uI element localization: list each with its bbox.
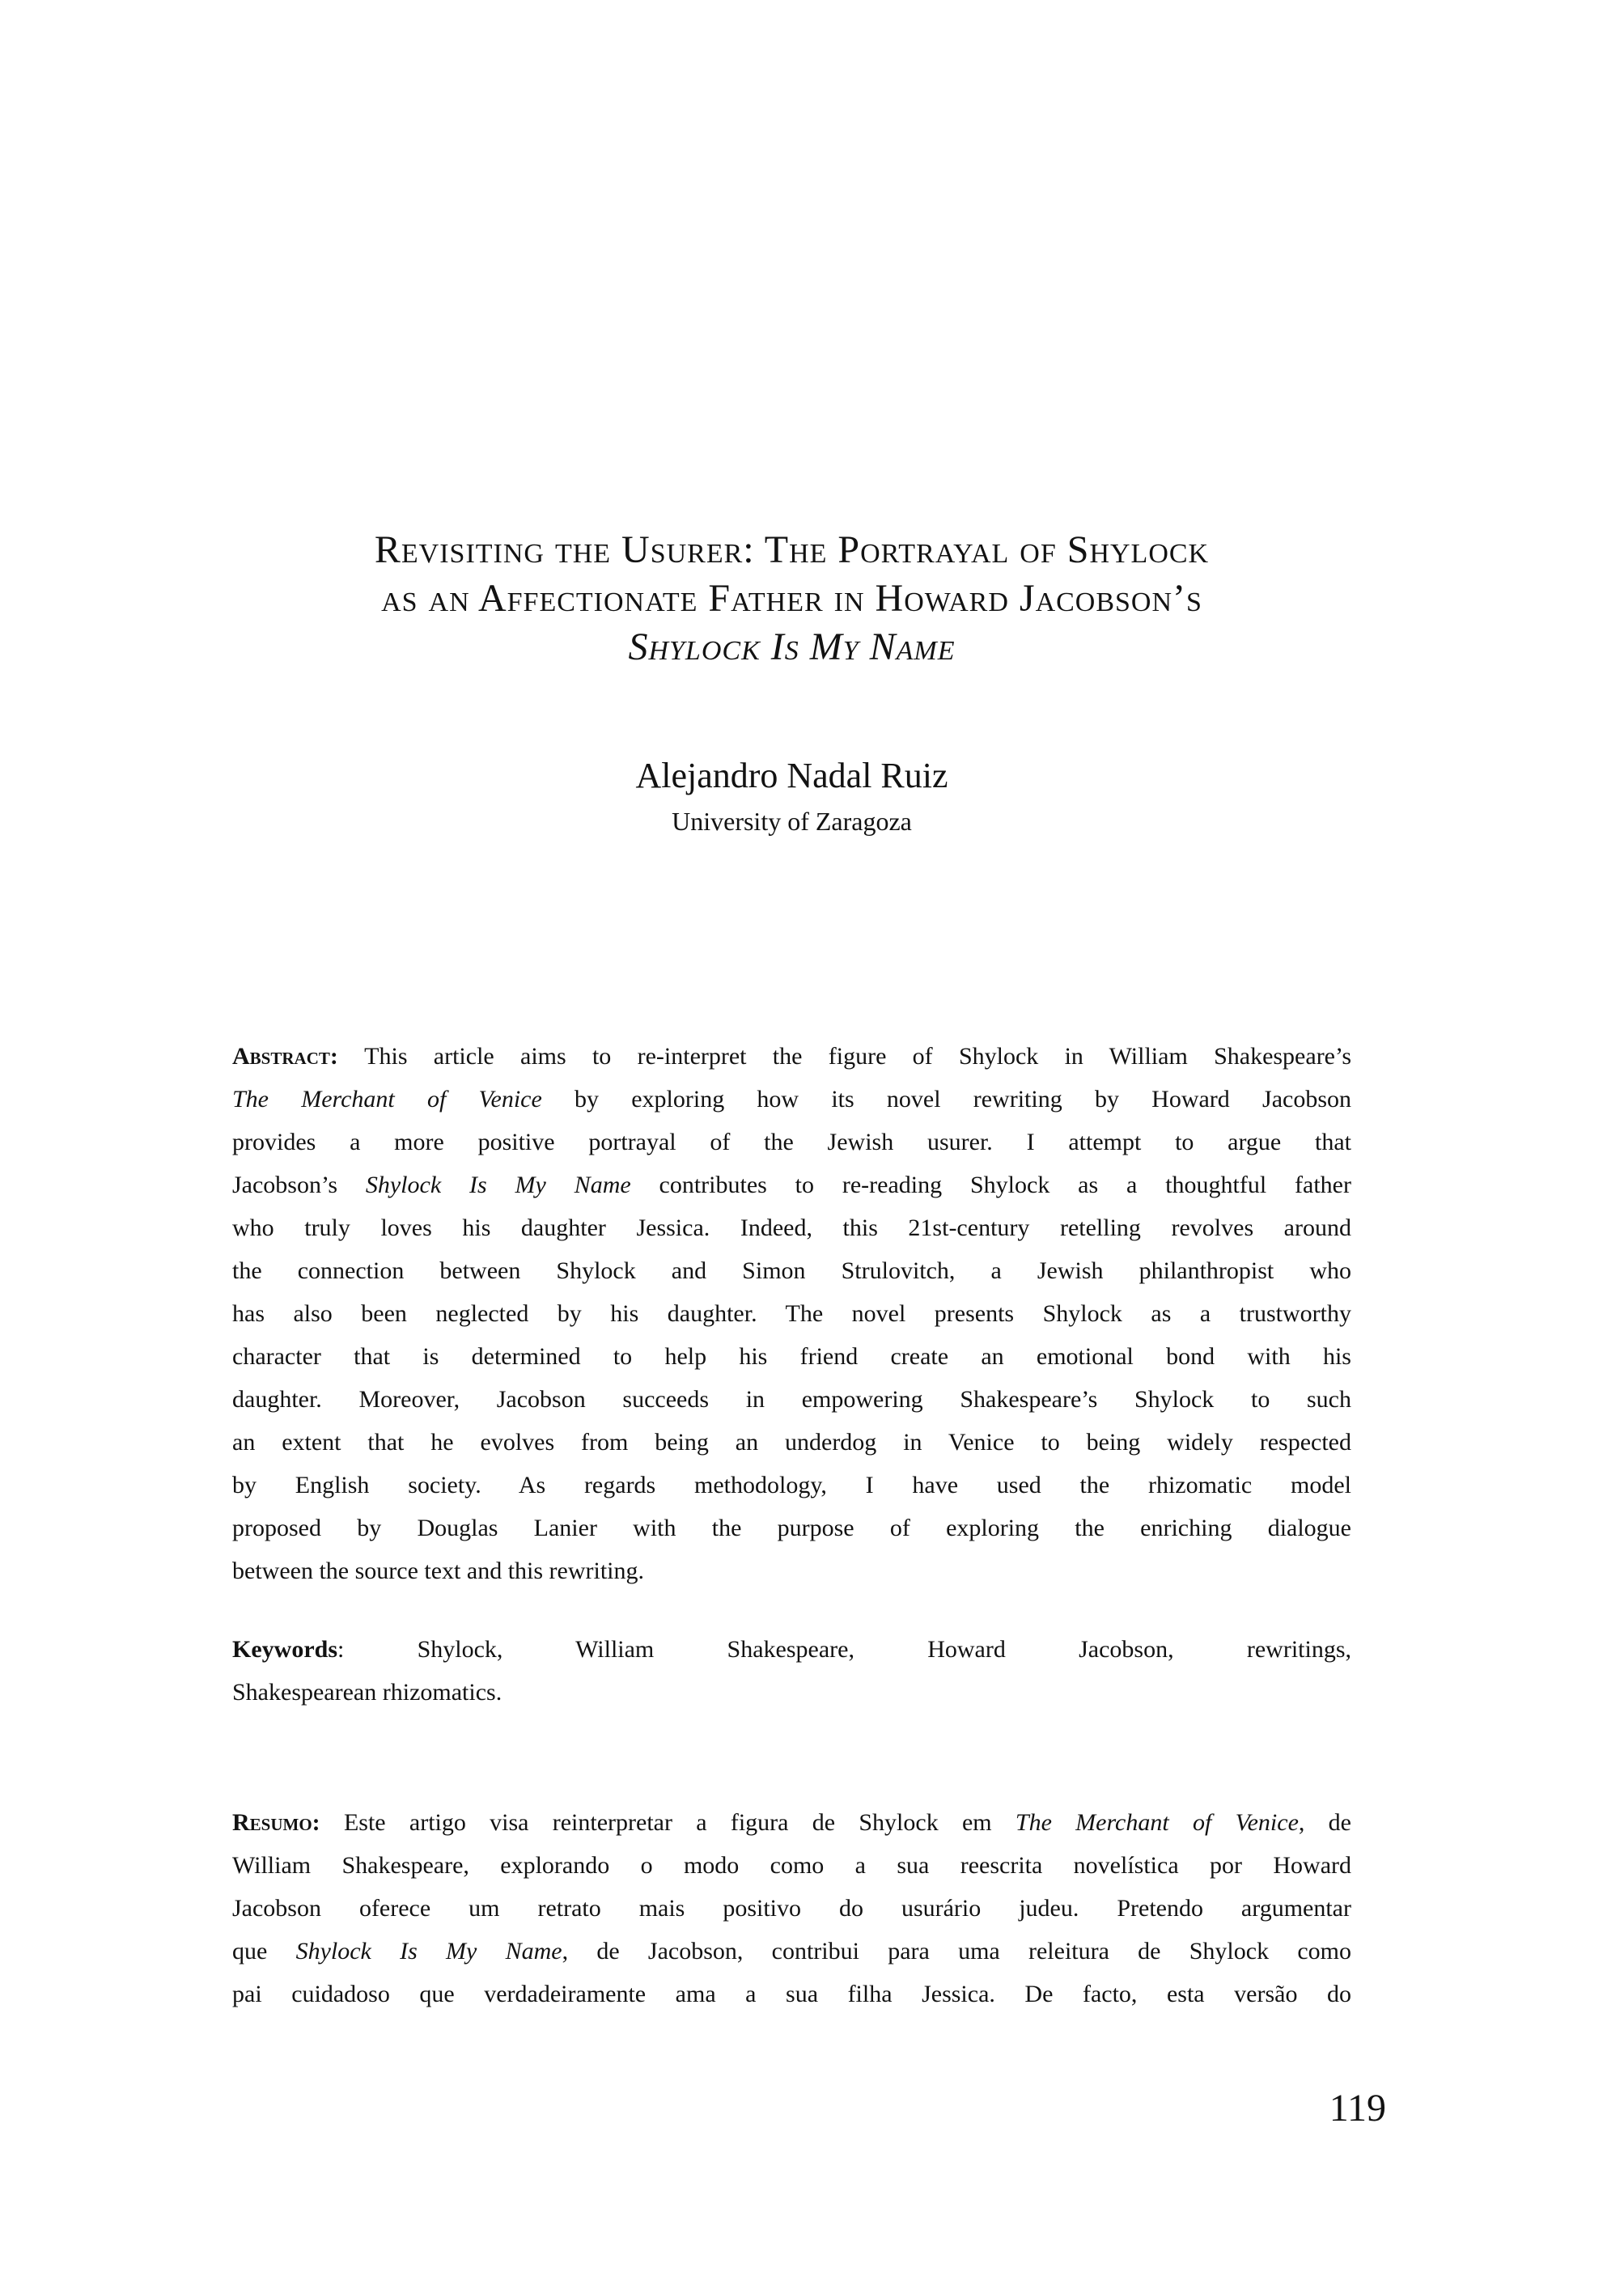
text-line (232, 1973, 1351, 2015)
text-line (232, 1078, 1351, 1121)
text-line (232, 1801, 1351, 1844)
text-run: the connection between Shylock and Simon Strulovitch, a Jewish philanthropist who (232, 1257, 1351, 1284)
text-run: Shylock Is My Name (295, 1938, 562, 1965)
text-line (232, 1464, 1351, 1507)
text-line (232, 1163, 1351, 1206)
text-line (232, 1206, 1351, 1249)
text-line (232, 1292, 1351, 1335)
text-line (232, 1887, 1351, 1930)
text-run: an extent that he evolves from being an underdog in Venice to being widely respected (232, 1429, 1351, 1456)
title-line-2: as an Affectionate Father in Howard Jacobson’s (381, 577, 1202, 620)
page-number: 119 (1329, 2087, 1386, 2130)
text-run: Jacobson’s (232, 1172, 366, 1198)
text-run: que (232, 1938, 296, 1965)
text-run: William Shakespeare, explorando o modo como a sua reescrita novelística por Howard (232, 1852, 1351, 1879)
title-line-3-book-title: Shylock Is My Name (628, 625, 956, 668)
section-label: Resumo: (232, 1809, 344, 1836)
text-run: pai cuidadoso que verdadeiramente ama a sua filha Jessica. De facto, esta versão do (232, 1981, 1351, 2007)
text-run: has also been neglected by his daughter. The novel presents Shylock as a trustworthy (232, 1300, 1351, 1327)
text-line (232, 1421, 1351, 1464)
text-run: by exploring how its novel rewriting by Howard Jacobson (541, 1086, 1351, 1113)
section-label: Abstract: (232, 1043, 365, 1070)
text-line (232, 1549, 1351, 1592)
text-line (232, 1671, 1351, 1714)
text-run: character that is determined to help his friend create an emotional bond with his (232, 1343, 1351, 1370)
author-name: Alejandro Nadal Ruiz (635, 756, 948, 795)
text-line (232, 1121, 1351, 1163)
text-run: Keywords (232, 1636, 337, 1663)
text-line (232, 1628, 1351, 1671)
text-run: The Merchant of Venice (232, 1086, 542, 1113)
text-line (232, 1507, 1351, 1549)
article-title (232, 526, 1351, 672)
text-run: , de (1298, 1809, 1351, 1836)
text-run: Este artigo visa reinterpretar a figura de Shylock em (343, 1809, 1016, 1836)
text-run: The Merchant of Venice (1015, 1809, 1299, 1836)
text-run: by English society. As regards methodology, I have used the rhizomatic model (232, 1472, 1351, 1498)
text-line (232, 1035, 1351, 1078)
author-affiliation: University of Zaragoza (672, 807, 912, 836)
text-run: between the source text and this rewriting. (232, 1558, 645, 1584)
text-run: This article aims to re-interpret the figure of Shylock in William Shakespeare’s (364, 1043, 1352, 1070)
text-run: Shylock Is My Name (365, 1172, 631, 1198)
text-line (232, 1930, 1351, 1973)
text-run: who truly loves his daughter Jessica. Indeed, this 21st-century retelling revolves around (232, 1214, 1351, 1241)
text-run: contributes to re-reading Shylock as a thoughtful father (630, 1172, 1351, 1198)
text-line (232, 1249, 1351, 1292)
title-line-1: Revisiting the Usurer: The Portrayal of Shylock (374, 528, 1210, 571)
text-run: : Shylock, William Shakespeare, Howard Jacobson, rewritings, (337, 1636, 1351, 1663)
text-run: , de Jacobson, contribui para uma releitura de Shylock como (562, 1938, 1351, 1965)
text-line (232, 1378, 1351, 1421)
text-run: Shakespearean rhizomatics. (232, 1679, 502, 1706)
text-run: proposed by Douglas Lanier with the purpose of exploring the enriching dialogue (232, 1515, 1351, 1541)
author-block (232, 751, 1351, 840)
keywords-paragraph (232, 1628, 1351, 1714)
abstract-paragraph (232, 1035, 1351, 1592)
text-line (232, 1844, 1351, 1887)
text-run: provides a more positive portrayal of the Jewish usurer. I attempt to argue that (232, 1129, 1351, 1155)
text-line (232, 1335, 1351, 1378)
text-run: daughter. Moreover, Jacobson succeeds in empowering Shakespeare’s Shylock to such (232, 1386, 1351, 1413)
text-run: Jacobson oferece um retrato mais positivo do usurário judeu. Pretendo argumentar (232, 1895, 1351, 1922)
resumo-paragraph (232, 1801, 1351, 2015)
